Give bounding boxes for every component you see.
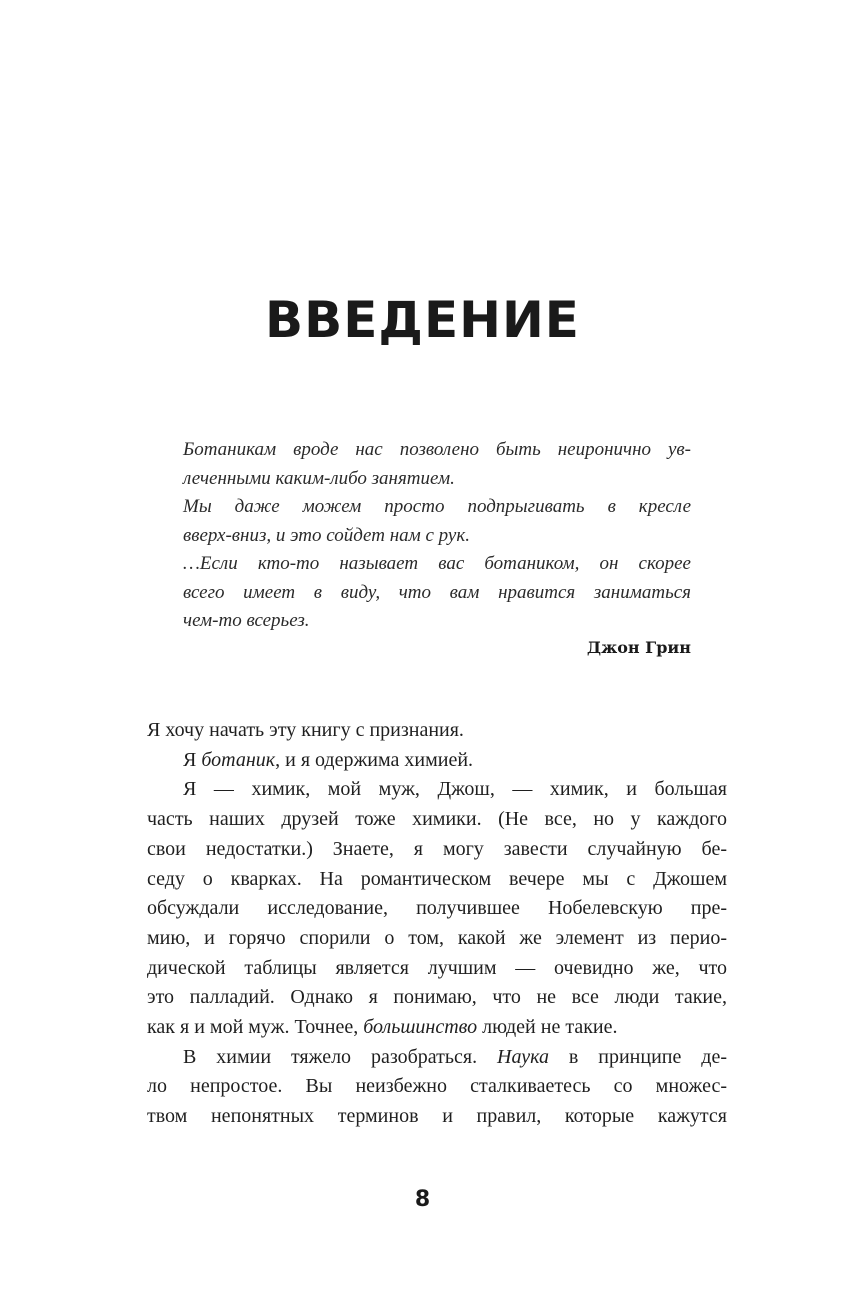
epigraph-line: вверх-вниз, и это сойдет нам с рук. (183, 524, 471, 546)
text-run: как я и мой муж. Точнее, (147, 1016, 364, 1039)
paragraph-line: Я хочу начать эту книгу с признания. (147, 719, 464, 741)
epigraph-line: всего имеет в виду, что вам нравится заниматься (183, 581, 691, 603)
paragraph-line (147, 746, 727, 776)
epigraph-line: …Если кто-то называет вас ботаником, он скорее (183, 553, 691, 574)
text-run: людей не такие. (477, 1016, 618, 1039)
epigraph-line: чем-то всерьез. (183, 610, 310, 631)
epigraph-line: леченными каким-либо занятием. (183, 467, 455, 489)
italic-run: ботаник (201, 748, 276, 771)
italic-run: большинство (363, 1016, 478, 1039)
page-number: 8 (414, 1187, 431, 1212)
paragraph-line: обсуждали исследование, получившее Нобелевскую пре- (147, 897, 727, 920)
paragraph-line: твом непонятных терминов и правил, которые кажутся (147, 1105, 727, 1128)
text-run: в принципе де- (548, 1045, 727, 1068)
paragraph-line: Я — химик, мой муж, Джош, — химик, и большая (183, 778, 727, 801)
paragraph-line (147, 1013, 727, 1043)
text-run: В химии тяжело разобраться. (183, 1045, 498, 1068)
epigraph-author: Джон Грин (586, 638, 691, 657)
paragraph-line: это палладий. Однако я понимаю, что не все люди такие, (147, 986, 727, 1009)
italic-run: Наука (497, 1045, 549, 1068)
paragraph-line (147, 1043, 727, 1073)
paragraph-line: дической таблицы является лучшим — очевидно же, что (147, 956, 727, 979)
epigraph-line: Мы даже можем просто подпрыгивать в кресле (183, 496, 691, 517)
chapter-title: ВВЕДЕНИЕ (265, 291, 580, 349)
epigraph (183, 436, 691, 636)
epigraph-line: Ботаникам вроде нас позволено быть неиронично ув- (183, 439, 691, 460)
paragraph-line: ло непростое. Вы неизбежно сталкиваетесь со множес- (147, 1075, 727, 1098)
text-run: Я (183, 748, 202, 771)
text-run: , и я одержима химией. (275, 748, 474, 771)
paragraph-line: мию, и горячо спорили о том, какой же элемент из перио- (147, 926, 727, 949)
body-text (147, 716, 727, 1132)
paragraph-line: часть наших друзей тоже химики. (Не все, но у каждого (147, 808, 727, 831)
paragraph-line: седу о кварках. На романтическом вечере мы с Джошем (147, 867, 727, 890)
paragraph-line: свои недостатки.) Знаете, я могу завести случайную бе- (147, 837, 727, 860)
